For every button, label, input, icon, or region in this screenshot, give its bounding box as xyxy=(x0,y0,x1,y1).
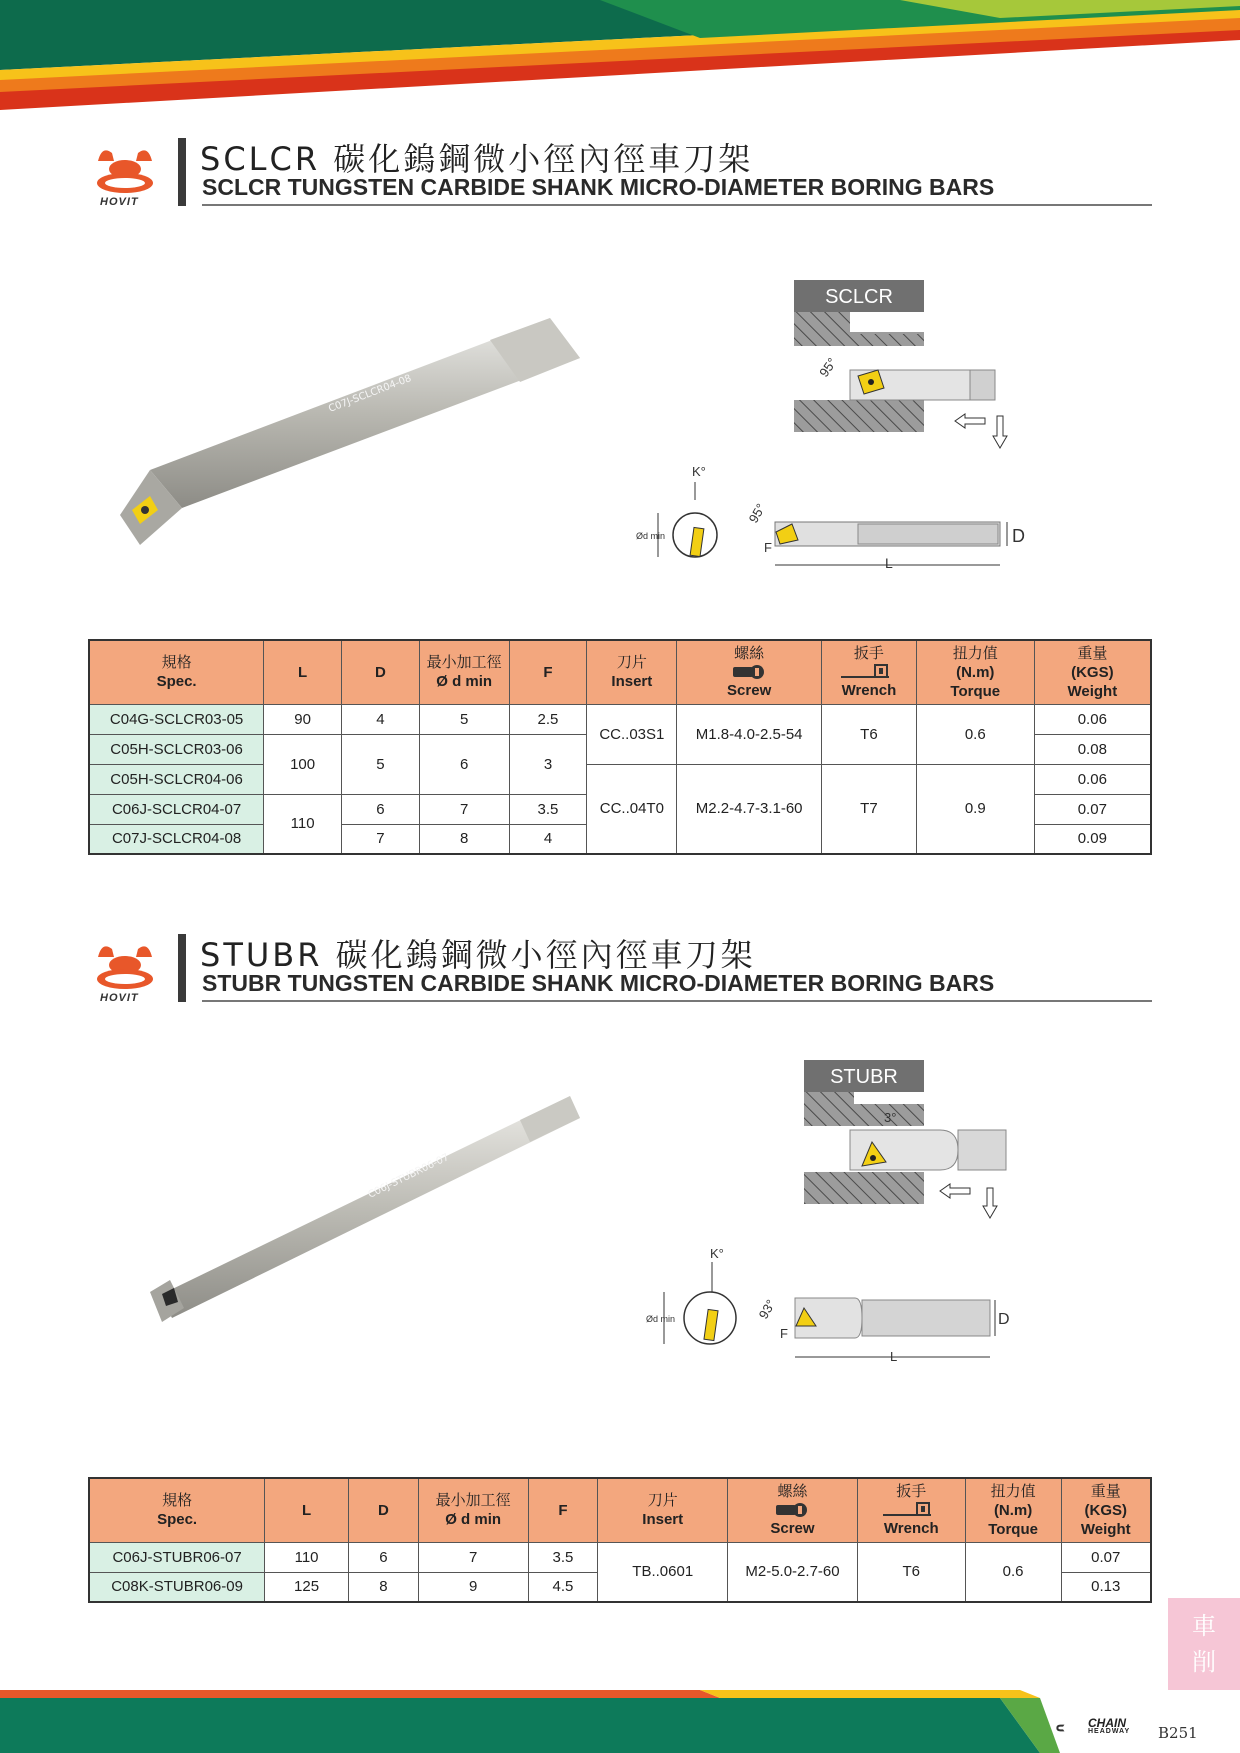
col-screw: 螺絲 Screw xyxy=(677,640,822,704)
spec-cell: C04G-SCLCR03-05 xyxy=(89,704,264,734)
kappa-label: K° xyxy=(710,1246,724,1261)
diagram-label: SCLCR xyxy=(825,286,893,308)
table-row xyxy=(89,1542,1151,1572)
page-number: B251 xyxy=(1158,1724,1198,1742)
spec-cell: C07J-SCLCR04-08 xyxy=(89,824,264,854)
weight-cell: 0.07 xyxy=(1061,1542,1151,1572)
D-cell: 7 xyxy=(342,824,420,854)
col-D: D xyxy=(342,640,420,704)
D-cell: 8 xyxy=(348,1572,418,1602)
D-cell: 5 xyxy=(342,734,420,794)
col-torque: 扭力值 (N.m) Torque xyxy=(916,640,1034,704)
weight-cell: 0.07 xyxy=(1034,794,1151,824)
sclcr-dimension-diagram xyxy=(636,460,1120,585)
bar-engraving: C06J-STUBR06-07 xyxy=(366,1151,451,1201)
col-dmin: 最小加工徑 Ø d min xyxy=(418,1478,528,1542)
section-title-en: STUBR TUNGSTEN CARBIDE SHANK MICRO-DIAMETER BORING BARS xyxy=(202,970,995,996)
section-header-sclcr xyxy=(90,138,1152,238)
stubr-dimension-diagram xyxy=(640,1240,1120,1370)
screw-cell: M2.2-4.7-3.1-60 xyxy=(677,764,822,854)
logo-text: HOVIT xyxy=(100,992,139,1004)
diagram-label: STUBR xyxy=(830,1066,898,1088)
chain-headway-logo-icon xyxy=(1055,1716,1087,1740)
L-cell: 110 xyxy=(264,794,342,854)
F-cell: 3.5 xyxy=(509,794,587,824)
weight-cell: 0.06 xyxy=(1034,764,1151,794)
col-insert: 刀片 Insert xyxy=(587,640,677,704)
logo-text: HOVIT xyxy=(100,196,139,208)
section-title-cn: SCLCR 碳化鎢鋼微小徑內徑車刀架 xyxy=(200,140,754,178)
side-tab-line2: 削 xyxy=(1192,1648,1216,1676)
torque-cell: 0.9 xyxy=(916,764,1034,854)
stubr-spec-table xyxy=(88,1477,1152,1603)
wrench-icon xyxy=(839,663,899,681)
d-min-label: Ød min xyxy=(646,1314,676,1324)
L-cell: 110 xyxy=(265,1542,349,1572)
sclcr-spec-table xyxy=(88,639,1152,855)
col-L: L xyxy=(265,1478,349,1542)
d-min-label: Ød min xyxy=(636,531,666,541)
D-cell: 4 xyxy=(342,704,420,734)
title-underline xyxy=(202,1000,1152,1002)
F-cell: 4 xyxy=(509,824,587,854)
dmin-cell: 7 xyxy=(419,794,509,824)
L-cell: 90 xyxy=(264,704,342,734)
col-screw: 螺絲 Screw xyxy=(728,1478,858,1542)
weight-cell: 0.06 xyxy=(1034,704,1151,734)
col-F: F xyxy=(528,1478,598,1542)
col-D: D xyxy=(348,1478,418,1542)
sclcr-cut-diagram xyxy=(790,278,1030,458)
company-name: CHAIN xyxy=(1088,1716,1126,1730)
F-cell: 3 xyxy=(509,734,587,794)
dmin-cell: 7 xyxy=(418,1542,528,1572)
L-label: L xyxy=(885,555,893,571)
top-banner xyxy=(0,0,1240,110)
stubr-cut-diagram xyxy=(800,1058,1020,1228)
screw-icon xyxy=(729,663,769,681)
diagram-angle: 95° xyxy=(816,355,840,380)
D-cell: 6 xyxy=(348,1542,418,1572)
spec-cell: C05H-SCLCR03-06 xyxy=(89,734,264,764)
torque-cell: 0.6 xyxy=(965,1542,1061,1602)
table-row xyxy=(89,704,1151,734)
F-label: F xyxy=(764,540,772,555)
L-cell: 125 xyxy=(265,1572,349,1602)
col-weight: 重量 (KGS) Weight xyxy=(1034,640,1151,704)
L-label: L xyxy=(890,1349,898,1364)
insert-cell: CC..03S1 xyxy=(587,704,677,764)
title-bar xyxy=(178,138,186,206)
angle2-label: 95° xyxy=(745,500,769,526)
col-wrench: 扳手 Wrench xyxy=(857,1478,965,1542)
weight-cell: 0.08 xyxy=(1034,734,1151,764)
kappa-label: K° xyxy=(692,464,706,479)
diagram-angle: 3° xyxy=(884,1110,897,1125)
dmin-cell: 8 xyxy=(419,824,509,854)
title-bar xyxy=(178,934,186,1002)
angle2-label: 93° xyxy=(755,1296,779,1322)
F-cell: 4.5 xyxy=(528,1572,598,1602)
col-insert: 刀片 Insert xyxy=(598,1478,728,1542)
wrench-icon xyxy=(881,1501,941,1519)
dmin-cell: 6 xyxy=(419,734,509,794)
bottom-banner xyxy=(0,1690,1240,1753)
spec-cell: C05H-SCLCR04-06 xyxy=(89,764,264,794)
F-cell: 3.5 xyxy=(528,1542,598,1572)
col-F: F xyxy=(509,640,587,704)
D-label: D xyxy=(1012,526,1025,546)
col-torque: 扭力值 (N.m) Torque xyxy=(965,1478,1061,1542)
wrench-cell: T6 xyxy=(821,704,916,764)
dmin-cell: 5 xyxy=(419,704,509,734)
col-L: L xyxy=(264,640,342,704)
col-wrench: 扳手 Wrench xyxy=(821,640,916,704)
side-tab-turning xyxy=(1168,1598,1240,1690)
company-sub: HEADWAY xyxy=(1088,1728,1131,1735)
wrench-cell: T7 xyxy=(821,764,916,854)
screw-cell: M1.8-4.0-2.5-54 xyxy=(677,704,822,764)
side-tab-line1: 車 xyxy=(1192,1612,1216,1640)
insert-cell: TB..0601 xyxy=(598,1542,728,1602)
L-cell: 100 xyxy=(264,734,342,794)
sclcr-boring-bar-image xyxy=(110,310,590,560)
torque-cell: 0.6 xyxy=(916,704,1034,764)
section-title-en: SCLCR TUNGSTEN CARBIDE SHANK MICRO-DIAMETER BORING BARS xyxy=(202,174,995,200)
weight-cell: 0.13 xyxy=(1061,1572,1151,1602)
bar-engraving: C07J-SCLCR04-08 xyxy=(327,373,414,415)
wrench-cell: T6 xyxy=(857,1542,965,1602)
F-label: F xyxy=(780,1326,788,1341)
spec-cell: C06J-STUBR06-07 xyxy=(89,1542,265,1572)
col-weight: 重量 (KGS) Weight xyxy=(1061,1478,1151,1542)
insert-cell: CC..04T0 xyxy=(587,764,677,854)
title-underline xyxy=(202,204,1152,206)
D-cell: 6 xyxy=(342,794,420,824)
spec-cell: C08K-STUBR06-09 xyxy=(89,1572,265,1602)
section-header-stubr xyxy=(90,934,1152,1034)
spec-cell: C06J-SCLCR04-07 xyxy=(89,794,264,824)
col-dmin: 最小加工徑 Ø d min xyxy=(419,640,509,704)
screw-cell: M2-5.0-2.7-60 xyxy=(728,1542,858,1602)
col-spec: 規格 Spec. xyxy=(89,1478,265,1542)
dmin-cell: 9 xyxy=(418,1572,528,1602)
stubr-boring-bar-image xyxy=(140,1090,590,1340)
F-cell: 2.5 xyxy=(509,704,587,734)
D-label: D xyxy=(998,1311,1010,1328)
screw-icon xyxy=(772,1501,812,1519)
section-title-cn: STUBR 碳化鎢鋼微小徑內徑車刀架 xyxy=(200,936,756,974)
weight-cell: 0.09 xyxy=(1034,824,1151,854)
table-row xyxy=(89,764,1151,794)
col-spec: 規格 Spec. xyxy=(89,640,264,704)
